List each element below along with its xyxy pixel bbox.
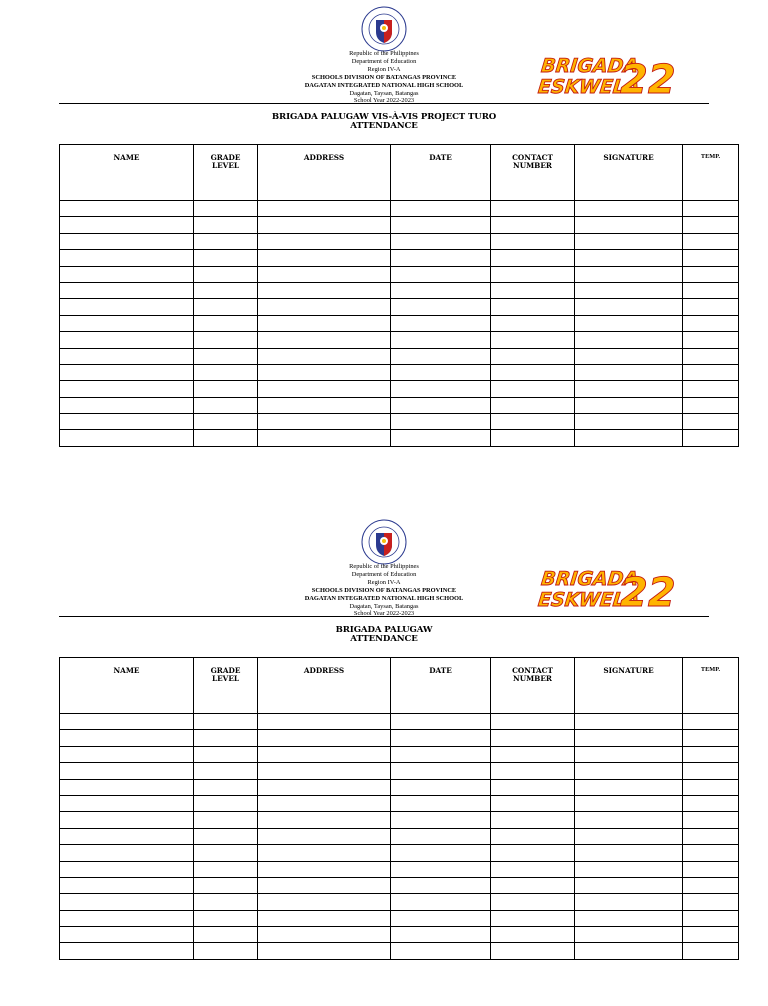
blank-entry-cell[interactable] xyxy=(575,779,683,795)
blank-entry-cell[interactable] xyxy=(575,877,683,893)
blank-entry-cell[interactable] xyxy=(491,233,575,249)
blank-entry-cell[interactable] xyxy=(683,927,739,943)
blank-entry-cell[interactable] xyxy=(194,861,258,877)
column-header-date: DATE xyxy=(391,145,491,201)
school-header xyxy=(234,563,534,618)
blank-entry-cell[interactable] xyxy=(194,397,258,413)
blank-entry-cell[interactable] xyxy=(391,266,491,282)
blank-entry-cell[interactable] xyxy=(683,714,739,730)
blank-entry-cell[interactable] xyxy=(194,348,258,364)
blank-entry-cell[interactable] xyxy=(391,217,491,233)
blank-entry-cell[interactable] xyxy=(60,746,194,762)
deped-seal-icon xyxy=(361,6,407,52)
blank-entry-cell[interactable] xyxy=(683,282,739,298)
blank-entry-cell[interactable] xyxy=(391,714,491,730)
blank-entry-cell[interactable] xyxy=(575,714,683,730)
blank-entry-cell[interactable] xyxy=(391,348,491,364)
blank-entry-cell[interactable] xyxy=(491,763,575,779)
column-header-signature: SIGNATURE xyxy=(575,145,683,201)
blank-entry-cell[interactable] xyxy=(575,828,683,844)
blank-entry-cell[interactable] xyxy=(194,714,258,730)
blank-entry-cell[interactable] xyxy=(60,730,194,746)
blank-entry-cell[interactable] xyxy=(258,332,391,348)
blank-entry-cell[interactable] xyxy=(683,812,739,828)
blank-entry-cell[interactable] xyxy=(575,795,683,811)
blank-entry-cell[interactable] xyxy=(258,927,391,943)
column-header-temp: TEMP. xyxy=(683,658,739,714)
blank-entry-cell[interactable] xyxy=(194,250,258,266)
logo-word: ESKWELA xyxy=(536,589,641,611)
blank-entry-cell[interactable] xyxy=(194,201,258,217)
blank-entry-cell[interactable] xyxy=(491,381,575,397)
blank-entry-cell[interactable] xyxy=(258,828,391,844)
blank-entry-cell[interactable] xyxy=(575,282,683,298)
blank-entry-cell[interactable] xyxy=(258,730,391,746)
blank-entry-cell[interactable] xyxy=(60,763,194,779)
attendance-rows xyxy=(60,714,739,960)
column-header-grade-level: GRADE LEVEL xyxy=(194,658,258,714)
table-row xyxy=(60,828,739,844)
blank-entry-cell[interactable] xyxy=(258,315,391,331)
blank-entry-cell[interactable] xyxy=(683,795,739,811)
table-row xyxy=(60,877,739,893)
attendance-table xyxy=(59,657,739,960)
blank-entry-cell[interactable] xyxy=(60,299,194,315)
blank-entry-cell[interactable] xyxy=(491,812,575,828)
blank-entry-cell[interactable] xyxy=(491,397,575,413)
column-header-name: NAME xyxy=(60,145,194,201)
blank-entry-cell[interactable] xyxy=(258,217,391,233)
blank-entry-cell[interactable] xyxy=(391,414,491,430)
blank-entry-cell[interactable] xyxy=(491,332,575,348)
table-row xyxy=(60,217,739,233)
blank-entry-cell[interactable] xyxy=(258,763,391,779)
blank-entry-cell[interactable] xyxy=(683,217,739,233)
school-address: Dagatan, Taysan, Batangas xyxy=(349,602,419,610)
blank-entry-cell[interactable] xyxy=(391,315,491,331)
table-row xyxy=(60,364,739,380)
brigada-eskwela-logo xyxy=(536,50,676,103)
blank-entry-cell[interactable] xyxy=(683,266,739,282)
blank-entry-cell[interactable] xyxy=(60,877,194,893)
blank-entry-cell[interactable] xyxy=(491,746,575,762)
division-name: SCHOOLS DIVISION OF BATANGAS PROVINCE xyxy=(311,73,457,81)
table-row xyxy=(60,795,739,811)
blank-entry-cell[interactable] xyxy=(683,332,739,348)
table-row xyxy=(60,730,739,746)
attendance-rows xyxy=(60,201,739,447)
blank-entry-cell[interactable] xyxy=(258,894,391,910)
blank-entry-cell[interactable] xyxy=(194,763,258,779)
blank-entry-cell[interactable] xyxy=(60,812,194,828)
blank-entry-cell[interactable] xyxy=(391,397,491,413)
blank-entry-cell[interactable] xyxy=(683,943,739,959)
column-header-name: NAME xyxy=(60,658,194,714)
form-title-line: BRIGADA PALUGAW xyxy=(335,625,433,635)
blank-entry-cell[interactable] xyxy=(258,201,391,217)
blank-entry-cell[interactable] xyxy=(391,779,491,795)
blank-entry-cell[interactable] xyxy=(60,845,194,861)
blank-entry-cell[interactable] xyxy=(575,861,683,877)
blank-entry-cell[interactable] xyxy=(575,414,683,430)
table-row xyxy=(60,201,739,217)
blank-entry-cell[interactable] xyxy=(60,927,194,943)
blank-entry-cell[interactable] xyxy=(391,927,491,943)
blank-entry-cell[interactable] xyxy=(60,910,194,926)
table-row xyxy=(60,233,739,249)
blank-entry-cell[interactable] xyxy=(683,430,739,446)
blank-entry-cell[interactable] xyxy=(491,315,575,331)
blank-entry-cell[interactable] xyxy=(60,332,194,348)
blank-entry-cell[interactable] xyxy=(491,414,575,430)
form-title-line: ATTENDANCE xyxy=(350,121,418,131)
blank-entry-cell[interactable] xyxy=(194,217,258,233)
column-header-address: ADDRESS xyxy=(258,145,391,201)
blank-entry-cell[interactable] xyxy=(575,397,683,413)
blank-entry-cell[interactable] xyxy=(194,812,258,828)
column-header-temp: TEMP. xyxy=(683,145,739,201)
blank-entry-cell[interactable] xyxy=(683,315,739,331)
table-header-row xyxy=(60,145,739,201)
blank-entry-cell[interactable] xyxy=(60,779,194,795)
header-line: Region IV-A xyxy=(367,578,401,586)
blank-entry-cell[interactable] xyxy=(60,250,194,266)
table-row xyxy=(60,910,739,926)
form-title-line: ATTENDANCE xyxy=(350,634,418,644)
blank-entry-cell[interactable] xyxy=(491,250,575,266)
blank-entry-cell[interactable] xyxy=(391,861,491,877)
blank-entry-cell[interactable] xyxy=(575,894,683,910)
header-line: Republic of the Philippines xyxy=(349,50,419,57)
table-row xyxy=(60,779,739,795)
blank-entry-cell[interactable] xyxy=(391,430,491,446)
blank-entry-cell[interactable] xyxy=(391,381,491,397)
header-line: Department of Education xyxy=(351,570,417,578)
blank-entry-cell[interactable] xyxy=(391,943,491,959)
blank-entry-cell[interactable] xyxy=(683,861,739,877)
blank-entry-cell[interactable] xyxy=(194,910,258,926)
blank-entry-cell[interactable] xyxy=(575,381,683,397)
blank-entry-cell[interactable] xyxy=(258,414,391,430)
form-title xyxy=(234,626,534,644)
blank-entry-cell[interactable] xyxy=(683,201,739,217)
table-row xyxy=(60,430,739,446)
school-year: School Year 2022-2023 xyxy=(353,97,415,105)
blank-entry-cell[interactable] xyxy=(194,795,258,811)
blank-entry-cell[interactable] xyxy=(683,381,739,397)
blank-entry-cell[interactable] xyxy=(194,282,258,298)
table-row xyxy=(60,812,739,828)
blank-entry-cell[interactable] xyxy=(258,877,391,893)
table-row xyxy=(60,250,739,266)
blank-entry-cell[interactable] xyxy=(683,894,739,910)
blank-entry-cell[interactable] xyxy=(258,910,391,926)
blank-entry-cell[interactable] xyxy=(60,364,194,380)
blank-entry-cell[interactable] xyxy=(575,364,683,380)
blank-entry-cell[interactable] xyxy=(194,414,258,430)
blank-entry-cell[interactable] xyxy=(391,795,491,811)
blank-entry-cell[interactable] xyxy=(683,779,739,795)
blank-entry-cell[interactable] xyxy=(491,730,575,746)
blank-entry-cell[interactable] xyxy=(683,348,739,364)
blank-entry-cell[interactable] xyxy=(491,877,575,893)
blank-entry-cell[interactable] xyxy=(491,894,575,910)
table-row xyxy=(60,943,739,959)
blank-entry-cell[interactable] xyxy=(575,812,683,828)
division-name: SCHOOLS DIVISION OF BATANGAS PROVINCE xyxy=(311,586,457,594)
column-header-contact-number: CONTACT NUMBER xyxy=(491,658,575,714)
blank-entry-cell[interactable] xyxy=(575,332,683,348)
blank-entry-cell[interactable] xyxy=(391,894,491,910)
blank-entry-cell[interactable] xyxy=(258,430,391,446)
blank-entry-cell[interactable] xyxy=(391,910,491,926)
blank-entry-cell[interactable] xyxy=(683,910,739,926)
blank-entry-cell[interactable] xyxy=(683,877,739,893)
form-title xyxy=(234,113,534,131)
blank-entry-cell[interactable] xyxy=(575,201,683,217)
blank-entry-cell[interactable] xyxy=(391,730,491,746)
blank-entry-cell[interactable] xyxy=(491,795,575,811)
blank-entry-cell[interactable] xyxy=(60,381,194,397)
blank-entry-cell[interactable] xyxy=(258,381,391,397)
blank-entry-cell[interactable] xyxy=(683,414,739,430)
blank-entry-cell[interactable] xyxy=(575,746,683,762)
blank-entry-cell[interactable] xyxy=(194,779,258,795)
blank-entry-cell[interactable] xyxy=(391,201,491,217)
logo-word: ESKWELA xyxy=(536,76,641,98)
blank-entry-cell[interactable] xyxy=(683,299,739,315)
blank-entry-cell[interactable] xyxy=(575,233,683,249)
blank-entry-cell[interactable] xyxy=(391,332,491,348)
table-row xyxy=(60,299,739,315)
blank-entry-cell[interactable] xyxy=(194,233,258,249)
blank-entry-cell[interactable] xyxy=(258,943,391,959)
blank-entry-cell[interactable] xyxy=(258,714,391,730)
school-year: School Year 2022-2023 xyxy=(353,610,415,618)
blank-entry-cell[interactable] xyxy=(575,763,683,779)
blank-entry-cell[interactable] xyxy=(491,943,575,959)
blank-entry-cell[interactable] xyxy=(194,315,258,331)
column-header-signature: SIGNATURE xyxy=(575,658,683,714)
school-address: Dagatan, Taysan, Batangas xyxy=(349,89,419,97)
table-row xyxy=(60,315,739,331)
blank-entry-cell[interactable] xyxy=(258,779,391,795)
blank-entry-cell[interactable] xyxy=(194,845,258,861)
school-name: DAGATAN INTEGRATED NATIONAL HIGH SCHOOL xyxy=(304,594,464,602)
blank-entry-cell[interactable] xyxy=(575,299,683,315)
blank-entry-cell[interactable] xyxy=(258,746,391,762)
table-header-row xyxy=(60,658,739,714)
blank-entry-cell[interactable] xyxy=(258,233,391,249)
logo-year: 22 xyxy=(620,57,676,103)
blank-entry-cell[interactable] xyxy=(258,266,391,282)
blank-entry-cell[interactable] xyxy=(194,894,258,910)
blank-entry-cell[interactable] xyxy=(575,910,683,926)
table-row xyxy=(60,894,739,910)
blank-entry-cell[interactable] xyxy=(194,299,258,315)
blank-entry-cell[interactable] xyxy=(258,812,391,828)
blank-entry-cell[interactable] xyxy=(491,201,575,217)
blank-entry-cell[interactable] xyxy=(575,348,683,364)
blank-entry-cell[interactable] xyxy=(683,746,739,762)
blank-entry-cell[interactable] xyxy=(391,845,491,861)
blank-entry-cell[interactable] xyxy=(491,364,575,380)
table-row xyxy=(60,845,739,861)
blank-entry-cell[interactable] xyxy=(60,828,194,844)
logo-word: BRIGADA xyxy=(540,55,640,77)
logo-word: BRIGADA xyxy=(540,568,640,590)
blank-entry-cell[interactable] xyxy=(391,364,491,380)
table-row xyxy=(60,746,739,762)
blank-entry-cell[interactable] xyxy=(491,828,575,844)
blank-entry-cell[interactable] xyxy=(683,730,739,746)
blank-entry-cell[interactable] xyxy=(60,795,194,811)
blank-entry-cell[interactable] xyxy=(60,430,194,446)
table-row xyxy=(60,714,739,730)
blank-entry-cell[interactable] xyxy=(683,250,739,266)
column-header-contact-number: CONTACT NUMBER xyxy=(491,145,575,201)
blank-entry-cell[interactable] xyxy=(194,332,258,348)
blank-entry-cell[interactable] xyxy=(391,299,491,315)
blank-entry-cell[interactable] xyxy=(391,250,491,266)
blank-entry-cell[interactable] xyxy=(391,828,491,844)
blank-entry-cell[interactable] xyxy=(60,315,194,331)
attendance-form-1 xyxy=(0,6,768,446)
table-row xyxy=(60,861,739,877)
blank-entry-cell[interactable] xyxy=(575,315,683,331)
blank-entry-cell[interactable] xyxy=(60,861,194,877)
blank-entry-cell[interactable] xyxy=(491,282,575,298)
table-row xyxy=(60,414,739,430)
table-row xyxy=(60,266,739,282)
table-row xyxy=(60,763,739,779)
blank-entry-cell[interactable] xyxy=(575,217,683,233)
blank-entry-cell[interactable] xyxy=(391,763,491,779)
blank-entry-cell[interactable] xyxy=(194,381,258,397)
blank-entry-cell[interactable] xyxy=(258,397,391,413)
table-row xyxy=(60,397,739,413)
blank-entry-cell[interactable] xyxy=(491,910,575,926)
table-row xyxy=(60,927,739,943)
blank-entry-cell[interactable] xyxy=(391,746,491,762)
table-row xyxy=(60,348,739,364)
column-header-address: ADDRESS xyxy=(258,658,391,714)
header-divider xyxy=(59,103,709,104)
blank-entry-cell[interactable] xyxy=(60,217,194,233)
blank-entry-cell[interactable] xyxy=(575,845,683,861)
form-title-line: BRIGADA PALUGAW VIS-À-VIS PROJECT TURO xyxy=(271,112,497,122)
blank-entry-cell[interactable] xyxy=(683,828,739,844)
blank-entry-cell[interactable] xyxy=(491,266,575,282)
blank-entry-cell[interactable] xyxy=(60,348,194,364)
blank-entry-cell[interactable] xyxy=(683,763,739,779)
blank-entry-cell[interactable] xyxy=(258,299,391,315)
blank-entry-cell[interactable] xyxy=(60,414,194,430)
header-line: Department of Education xyxy=(351,57,417,65)
column-header-date: DATE xyxy=(391,658,491,714)
blank-entry-cell[interactable] xyxy=(575,943,683,959)
blank-entry-cell[interactable] xyxy=(491,927,575,943)
blank-entry-cell[interactable] xyxy=(258,250,391,266)
blank-entry-cell[interactable] xyxy=(60,714,194,730)
blank-entry-cell[interactable] xyxy=(194,266,258,282)
attendance-table xyxy=(59,144,739,447)
blank-entry-cell[interactable] xyxy=(258,861,391,877)
brigada-eskwela-logo xyxy=(536,563,676,616)
blank-entry-cell[interactable] xyxy=(194,746,258,762)
school-name: DAGATAN INTEGRATED NATIONAL HIGH SCHOOL xyxy=(304,81,464,89)
blank-entry-cell[interactable] xyxy=(194,364,258,380)
blank-entry-cell[interactable] xyxy=(258,364,391,380)
blank-entry-cell[interactable] xyxy=(575,430,683,446)
blank-entry-cell[interactable] xyxy=(194,877,258,893)
blank-entry-cell[interactable] xyxy=(258,795,391,811)
blank-entry-cell[interactable] xyxy=(683,233,739,249)
blank-entry-cell[interactable] xyxy=(391,282,491,298)
blank-entry-cell[interactable] xyxy=(683,397,739,413)
header-divider xyxy=(59,616,709,617)
blank-entry-cell[interactable] xyxy=(575,730,683,746)
blank-entry-cell[interactable] xyxy=(60,397,194,413)
blank-entry-cell[interactable] xyxy=(491,714,575,730)
blank-entry-cell[interactable] xyxy=(258,845,391,861)
blank-entry-cell[interactable] xyxy=(391,877,491,893)
blank-entry-cell[interactable] xyxy=(491,779,575,795)
column-header-grade-level: GRADE LEVEL xyxy=(194,145,258,201)
blank-entry-cell[interactable] xyxy=(491,299,575,315)
blank-entry-cell[interactable] xyxy=(60,201,194,217)
table-row xyxy=(60,282,739,298)
blank-entry-cell[interactable] xyxy=(491,845,575,861)
table-row xyxy=(60,332,739,348)
blank-entry-cell[interactable] xyxy=(194,430,258,446)
blank-entry-cell[interactable] xyxy=(258,282,391,298)
blank-entry-cell[interactable] xyxy=(391,812,491,828)
blank-entry-cell[interactable] xyxy=(683,364,739,380)
table-row xyxy=(60,381,739,397)
blank-entry-cell[interactable] xyxy=(575,266,683,282)
logo-year: 22 xyxy=(620,570,676,616)
blank-entry-cell[interactable] xyxy=(60,233,194,249)
deped-seal-icon xyxy=(361,519,407,565)
blank-entry-cell[interactable] xyxy=(491,348,575,364)
blank-entry-cell[interactable] xyxy=(194,943,258,959)
blank-entry-cell[interactable] xyxy=(194,927,258,943)
attendance-form-2 xyxy=(0,519,768,959)
school-header xyxy=(234,50,534,105)
blank-entry-cell[interactable] xyxy=(194,828,258,844)
blank-entry-cell[interactable] xyxy=(391,233,491,249)
header-line: Republic of the Philippines xyxy=(349,563,419,570)
blank-entry-cell[interactable] xyxy=(575,927,683,943)
blank-entry-cell[interactable] xyxy=(258,348,391,364)
blank-entry-cell[interactable] xyxy=(60,943,194,959)
blank-entry-cell[interactable] xyxy=(60,266,194,282)
blank-entry-cell[interactable] xyxy=(491,217,575,233)
blank-entry-cell[interactable] xyxy=(60,282,194,298)
blank-entry-cell[interactable] xyxy=(683,845,739,861)
blank-entry-cell[interactable] xyxy=(491,861,575,877)
blank-entry-cell[interactable] xyxy=(194,730,258,746)
header-line: Region IV-A xyxy=(367,65,401,73)
blank-entry-cell[interactable] xyxy=(575,250,683,266)
blank-entry-cell[interactable] xyxy=(60,894,194,910)
blank-entry-cell[interactable] xyxy=(491,430,575,446)
